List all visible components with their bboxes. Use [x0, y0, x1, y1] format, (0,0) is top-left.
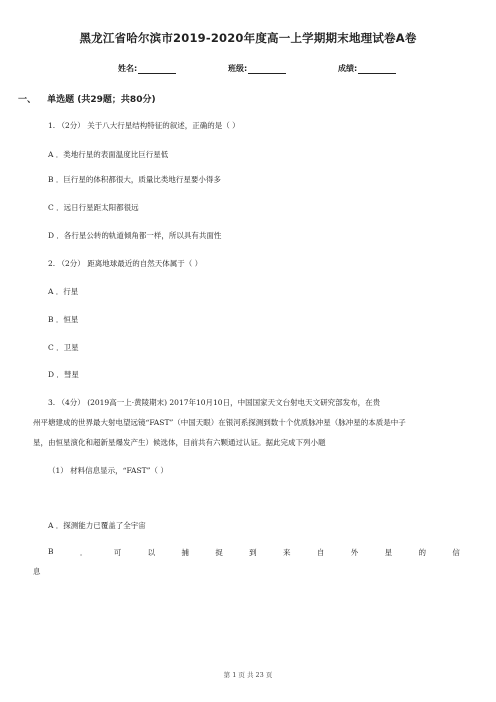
question-3-option-b	[48, 547, 460, 558]
option-b-char: 自	[316, 548, 325, 557]
section-title: 单选题 (共29题；共80分)	[47, 95, 156, 105]
option-b-char: 以	[147, 548, 156, 557]
question-1-stem: 1. （2分） 关于八大行星结构特征的叙述，正确的是（ ）	[48, 121, 240, 130]
option-b-char: 捉	[215, 548, 223, 557]
question-3-line-3: 星，由恒星演化和超新星爆发产生）候选体，目前共有六颗通过认证。据此完成下列小题	[33, 438, 326, 447]
score-field	[338, 63, 396, 74]
question-2-option-b: B ．恒星	[48, 315, 79, 324]
class-field	[228, 63, 286, 74]
option-b-char: 到	[249, 548, 257, 557]
option-b-char: 的	[418, 548, 426, 557]
question-1-option-d: D ．各行星公转的轨道倾角都一样，所以具有共面性	[48, 231, 222, 240]
name-field	[118, 63, 176, 74]
score-blank	[358, 64, 396, 74]
section-heading	[18, 92, 156, 105]
score-label: 成绩:	[338, 64, 358, 73]
name-label: 姓名:	[118, 64, 138, 73]
option-b-char: ．	[79, 548, 88, 557]
question-2-option-a: A ．行星	[48, 287, 79, 296]
section-number: 一、	[18, 95, 37, 105]
option-b-char: 外	[350, 548, 359, 557]
question-3-option-a: A ．探测能力已覆盖了全宇宙	[48, 521, 146, 530]
name-blank	[138, 64, 176, 74]
question-3-sub-1: （1） 材料信息显示，“FAST”（ ）	[48, 466, 168, 475]
question-3-line-2: 州平塘建成的世界最大射电望远镜“FAST”（中国天眼）在银河系探测到数十个优质脉冲星（脉冲星的本质是中子	[33, 418, 406, 427]
question-2-option-d: D ．彗星	[48, 370, 79, 379]
option-b-char: 星	[384, 548, 393, 557]
class-blank	[248, 64, 286, 74]
question-3-line-1: 3. （4分） (2019高一上·黄陵期末) 2017年10月10日，中国国家天文台射电天文研究部发布，在贵	[48, 398, 381, 407]
question-1-option-c: C ．远日行星距太阳都很远	[48, 203, 139, 212]
question-3-option-b-wrap: 息	[33, 567, 41, 576]
question-1-option-b: B ．巨行星的体积都很大，质量比类地行星要小得多	[48, 175, 221, 184]
question-1-option-a: A ．类地行星的表面温度比巨行星低	[48, 150, 169, 159]
option-b-char: 可	[113, 548, 122, 557]
option-b-char: 捕	[181, 548, 189, 557]
question-2-option-c: C ．卫星	[48, 343, 79, 352]
option-b-char: 信	[452, 548, 460, 557]
option-b-char: B	[48, 547, 54, 556]
page-footer: 第 1 页 共 23 页	[223, 671, 273, 679]
page-title: 黑龙江省哈尔滨市2019-2020年度高一上学期期末地理试卷A卷	[79, 31, 417, 45]
option-b-char: 来	[283, 548, 291, 557]
question-2-stem: 2. （2分） 距离地球最近的自然天体属于（ ）	[48, 259, 203, 268]
class-label: 班级:	[228, 64, 248, 73]
